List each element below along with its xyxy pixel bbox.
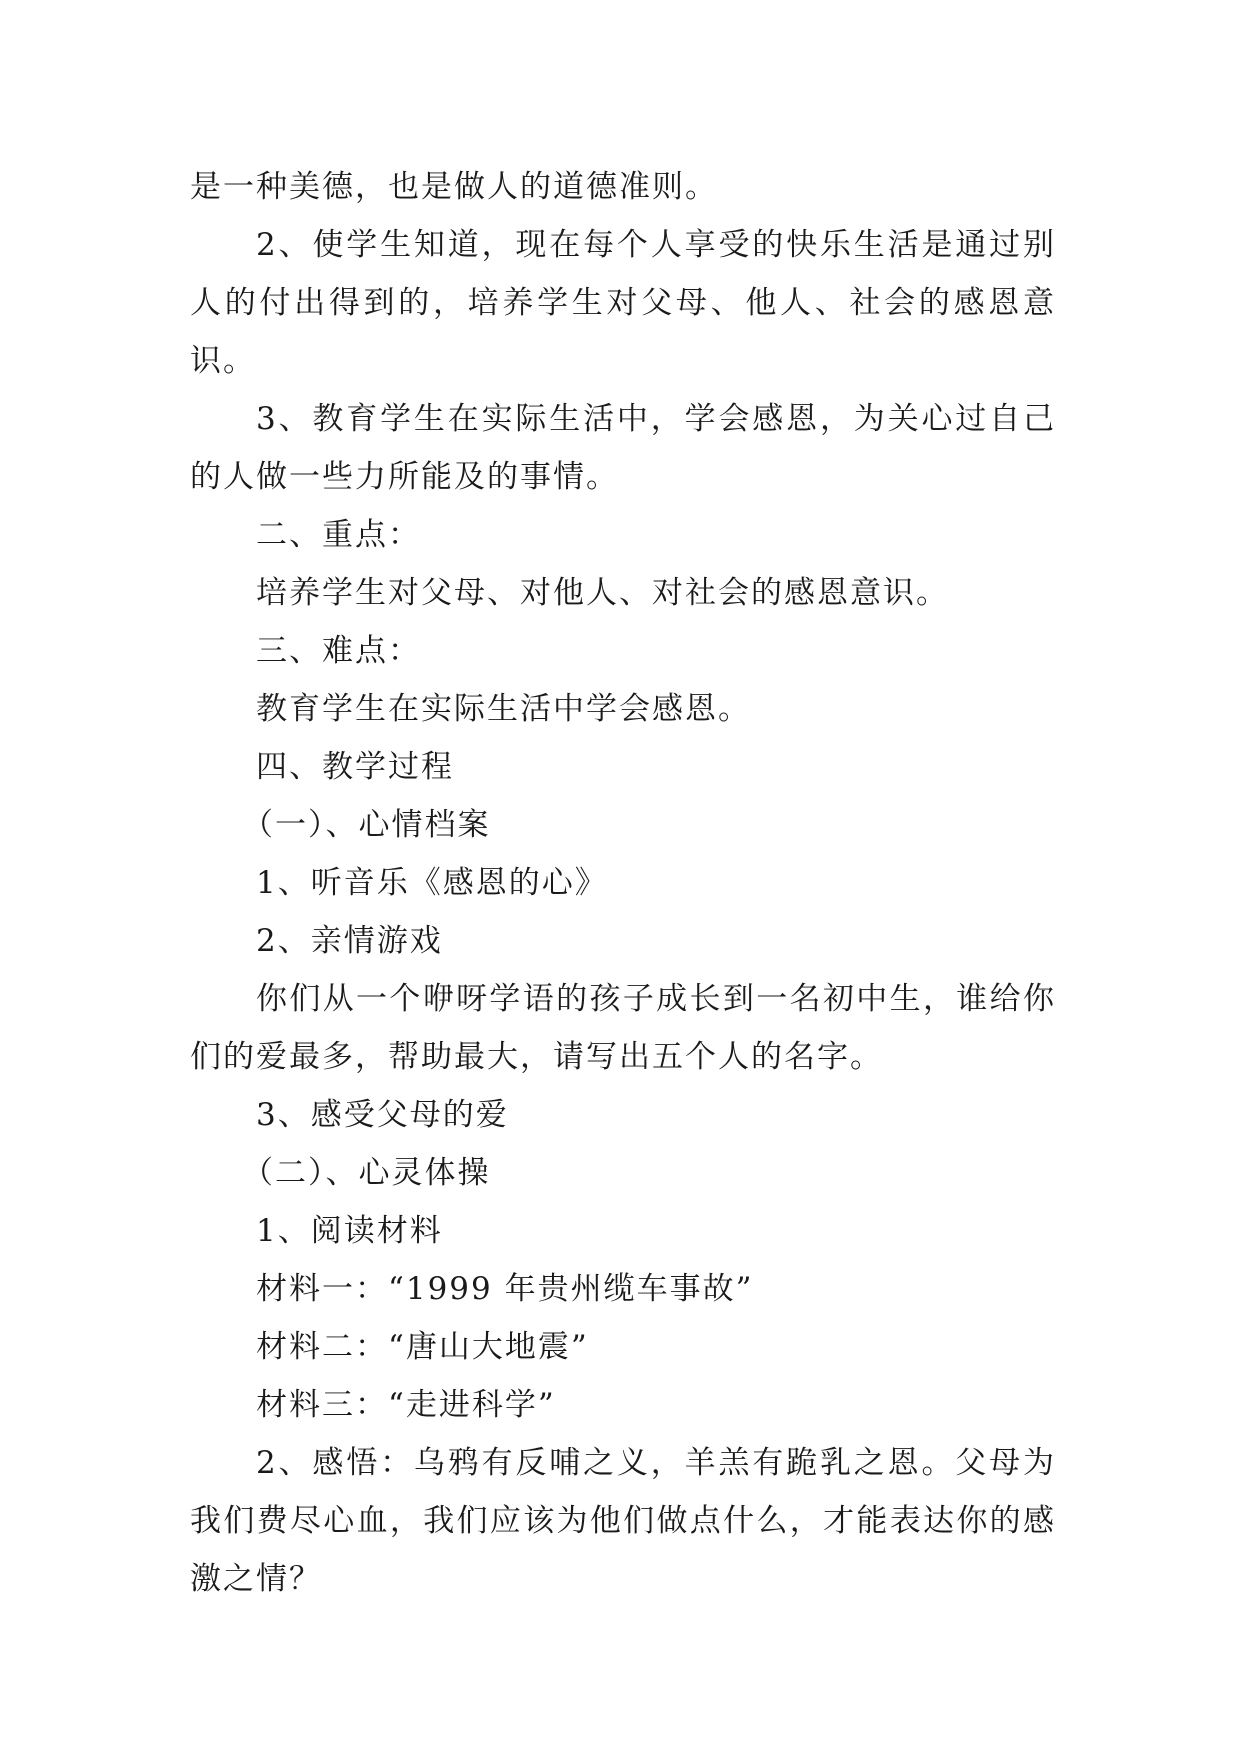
objective-item-3: 3、教育学生在实际生活中，学会感恩，为关心过自己的人做一些力所能及的事情。 — [190, 401, 1056, 495]
step-listen-music: 1、听音乐《感恩的心》 — [256, 865, 608, 901]
step-family-game: 2、亲情游戏 — [256, 923, 443, 959]
section-heading-difficulties: 三、难点： — [256, 633, 421, 669]
paragraph-continuation: 是一种美德，也是做人的道德准则。 — [190, 169, 718, 205]
step-reflection: 2、感悟：乌鸦有反哺之义，羊羔有跪乳之恩。父母为我们费尽心血，我们应该为他们做点什么，才能表达你的感激之情？ — [190, 1445, 1056, 1597]
key-points-text: 培养学生对父母、对他人、对社会的感恩意识。 — [256, 575, 949, 611]
subsection-heading-mood-file: （一）、心情档案 — [242, 807, 491, 843]
section-heading-teaching-process: 四、教学过程 — [256, 749, 454, 785]
family-game-description: 你们从一个咿呀学语的孩子成长到一名初中生，谁给你们的爱最多，帮助最大，请写出五个人的名字。 — [190, 981, 1056, 1075]
document-body — [190, 158, 1056, 1608]
objective-item-2: 2、使学生知道，现在每个人享受的快乐生活是通过别人的付出得到的，培养学生对父母、他人、社会的感恩意识。 — [190, 227, 1056, 379]
material-three: 材料三：“走进科学” — [256, 1387, 556, 1423]
step-feel-parents-love: 3、感受父母的爱 — [256, 1097, 509, 1133]
subsection-heading-soul-exercise: （二）、心灵体操 — [242, 1155, 491, 1191]
section-heading-key-points: 二、重点： — [256, 517, 421, 553]
step-read-materials: 1、阅读材料 — [256, 1213, 443, 1249]
material-two: 材料二：“唐山大地震” — [256, 1329, 589, 1365]
material-one: 材料一：“1999 年贵州缆车事故” — [256, 1271, 754, 1307]
difficulties-text: 教育学生在实际生活中学会感恩。 — [256, 691, 751, 727]
